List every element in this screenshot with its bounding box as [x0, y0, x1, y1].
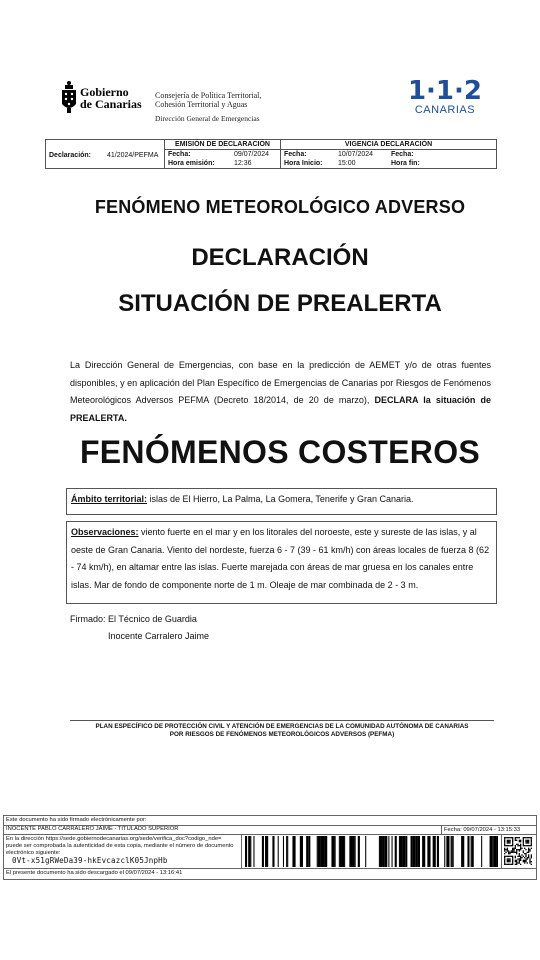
- declaracion-label: Declaración:: [49, 152, 92, 159]
- direccion-general: Dirección General de Emergencias: [155, 114, 260, 123]
- intro-bold: DECLARA la situación de PREALERTA.: [70, 395, 492, 423]
- intro-text: La Dirección General de Emergencias, con base en la predicción de AEMET y/o de otras fuentes disponibles, y en aplicación del Plan Específico de Emergencias de Canarias por Riesgos de Fenómenos Meteorológicos Adversos PEFMA (Decreto 18/2014, de 20 de marzo),: [70, 360, 491, 405]
- firmado-line: Firmado: El Técnico de Guardia: [70, 614, 197, 624]
- footer-divider: [70, 720, 494, 721]
- qr-code-icon: [504, 837, 532, 865]
- emision-fecha-value: 09/07/2024: [234, 151, 270, 158]
- logo-112-text: CANARIAS: [414, 104, 476, 116]
- hora-inicio-label: Hora Inicio:: [284, 160, 323, 167]
- title-fenomeno-adverso: FENÓMENO METEOROLÓGICO ADVERSO: [94, 197, 466, 217]
- observaciones-value: viento fuerte en el mar y en los litorales del noroeste, este y sureste de las islas, y al oeste de Gran Canaria. Viento del nordeste, fuerza 6 - 7 (39 - 61 km/h) con áreas locales de fuerza 8 (62 - 74 km/h), en altamar entre las islas. Fuerte marejada con áreas de mar gruesa en los canales entre islas. Mar de fondo de componente norte de 1 m. Oleaje de mar combinada de 2 - 3 m.: [71, 527, 490, 590]
- ambito-value: islas de El Hierro, La Palma, La Gomera, Tenerife y Gran Canaria.: [147, 494, 414, 504]
- declaration-table-header: [46, 140, 496, 150]
- declaration-table: [45, 139, 497, 169]
- signed-by-line: Este documento ha sido firmado electrónicamente por:: [4, 816, 536, 826]
- vigencia-fecha-value: 10/07/2024: [338, 151, 374, 158]
- intro-paragraph: [70, 357, 491, 427]
- signer-info: INOCENTE PABLO CARRALERO JAIME - TITULADO SUPERIOR: [4, 826, 442, 834]
- title-declaracion: DECLARACIÓN: [191, 244, 369, 271]
- verification-code: 0Vt-x51gRWeDa39-hkEvcazclK05JnpHb: [12, 856, 168, 865]
- logo-112-canarias: [408, 78, 482, 116]
- signer-name: Inocente Carralero Jaime: [108, 631, 210, 641]
- vigencia-fecha-label: Fecha:: [284, 151, 307, 158]
- ambito-territorial-box: [66, 488, 497, 515]
- declaration-table-body: [46, 150, 496, 168]
- logo-text-gobierno: Gobierno: [80, 85, 129, 99]
- footer-plan-text: [70, 723, 494, 739]
- consejeria-name: [155, 91, 261, 109]
- signature-date: Fecha: 09/07/2024 - 13:15:33: [444, 827, 521, 833]
- consejeria-line-1: Consejería de Política Territorial,: [155, 91, 262, 100]
- coat-of-arms-icon: [60, 80, 78, 114]
- footer-plan-line-1: PLAN ESPECÍFICO DE PROTECCIÓN CIVIL Y ATENCIÓN DE EMERGENCIAS DE LA COMUNIDAD AUTÓNOMA DE CANARIAS: [95, 723, 469, 730]
- document-header: [58, 78, 488, 128]
- vigencia-header: VIGENCIA DECLARACIÓN: [280, 140, 496, 150]
- ambito-label: Ámbito territorial:: [71, 494, 148, 504]
- phenomenon-title: FENÓMENOS COSTEROS: [79, 434, 481, 470]
- footer-plan-line-2: POR RIESGOS DE FENÓMENOS METEOROLÓGICOS ADVERSOS (PEFMA): [169, 731, 395, 738]
- hora-emision-label: Hora emisión:: [168, 160, 215, 167]
- hora-emision-value: 12:36: [234, 160, 252, 167]
- hora-inicio-value: 15:00: [338, 160, 356, 167]
- observaciones-box: [66, 521, 497, 604]
- gobierno-de-canarias-logo: [58, 78, 148, 116]
- electronic-signature-block: [3, 815, 537, 880]
- declaracion-value: 41/2024/PEFMA: [107, 152, 159, 159]
- signature-section: [70, 611, 209, 645]
- consejeria-line-2: Cohesión Territorial y Aguas: [155, 100, 248, 109]
- logo-112-number: 1·1·2: [407, 76, 482, 106]
- verify-text: En la dirección https://sede.gobiernodecanarias.org/sede/verifica_doc?codigo_nde= puede ser comprobada la autenticidad de esta copia, mediante el número de documento electrónico siguiente:: [6, 836, 234, 856]
- observaciones-label: Observaciones:: [71, 527, 139, 537]
- downloaded-line: El presente documento ha sido descargado el 09/07/2024 - 13:16:41: [6, 870, 183, 876]
- emision-header: EMISIÓN DE DECLARACIÓN: [164, 140, 280, 150]
- title-situacion-prealerta: SITUACIÓN DE PREALERTA: [118, 290, 442, 317]
- hora-fin-label: Hora fin:: [391, 160, 420, 167]
- emision-fecha-label: Fecha:: [168, 151, 191, 158]
- logo-text-canarias: de Canarias: [80, 97, 142, 111]
- fecha-fin-label: Fecha:: [391, 151, 414, 158]
- barcode-icon: [245, 836, 498, 867]
